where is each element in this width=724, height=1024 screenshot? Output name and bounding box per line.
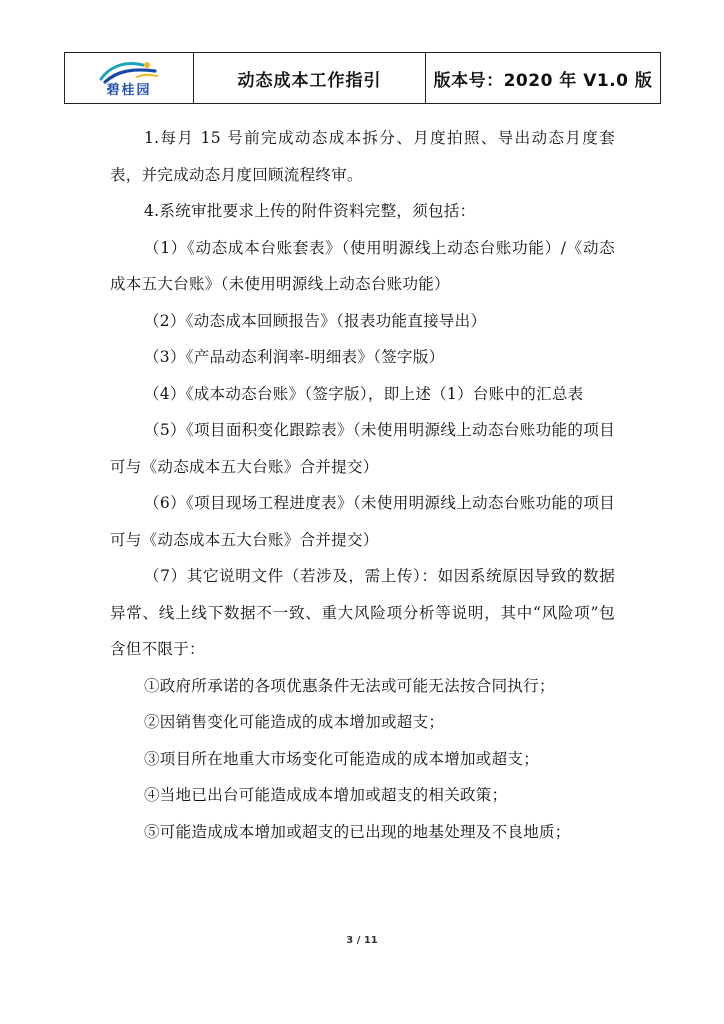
page-number: 3 / 11	[346, 935, 378, 946]
list-item: ③项目所在地重大市场变化可能造成的成本增加或超支；	[144, 749, 540, 768]
paragraph: 1.每月 15 号前完成动态成本拆分、月度拍照、导出动态月度套表，并完成动态月度回顾流程终审。	[110, 129, 615, 184]
list-item: ②因销售变化可能造成的成本增加或超支；	[144, 713, 445, 731]
version-label: 版本号：2020 年 V1.0 版	[433, 70, 653, 91]
logo-text: 碧桂园	[106, 82, 152, 98]
list-item: ④当地已出台可能造成成本增加或超支的相关政策；	[144, 786, 508, 804]
logo-cell	[65, 53, 194, 103]
list-item: ⑤可能造成成本增加或超支的已出现的地基处理及不良地质；	[144, 822, 571, 841]
paragraph: （7）其它说明文件（若涉及，需上传）：如因系统原因导致的数据异常、线上线下数据不一致、重大风险项分析等说明，其中“风险项”包含但不限于：	[110, 567, 615, 658]
paragraph: （1）《动态成本台账套表》（使用明源线上动态台账功能）/《动态成本五大台账》（未使用明源线上动态台账功能）	[110, 238, 615, 293]
paragraph: （5）《项目面积变化跟踪表》（未使用明源线上动态台账功能的项目可与《动态成本五大台账》合并提交）	[110, 421, 615, 476]
document-body	[110, 120, 615, 850]
paragraph: （4）《成本动态台账》（签字版），即上述（1）台账中的汇总表	[144, 384, 584, 403]
document-header-table	[64, 52, 661, 104]
paragraph: （2）《动态成本回顾报告》（报表功能直接导出）	[144, 311, 487, 330]
list-item: ①政府所承诺的各项优惠条件无法或可能无法按合同执行；	[144, 676, 555, 695]
country-garden-logo-icon	[97, 59, 161, 85]
document-title: 动态成本工作指引	[194, 53, 426, 103]
paragraph: （6）《项目现场工程进度表》（未使用明源线上动态台账功能的项目可与《动态成本五大台账》合并提交）	[110, 494, 615, 549]
paragraph: 4.系统审批要求上传的附件资料完整，须包括：	[144, 202, 476, 220]
paragraph: （3）《产品动态利润率-明细表》（签字版）	[144, 348, 445, 366]
